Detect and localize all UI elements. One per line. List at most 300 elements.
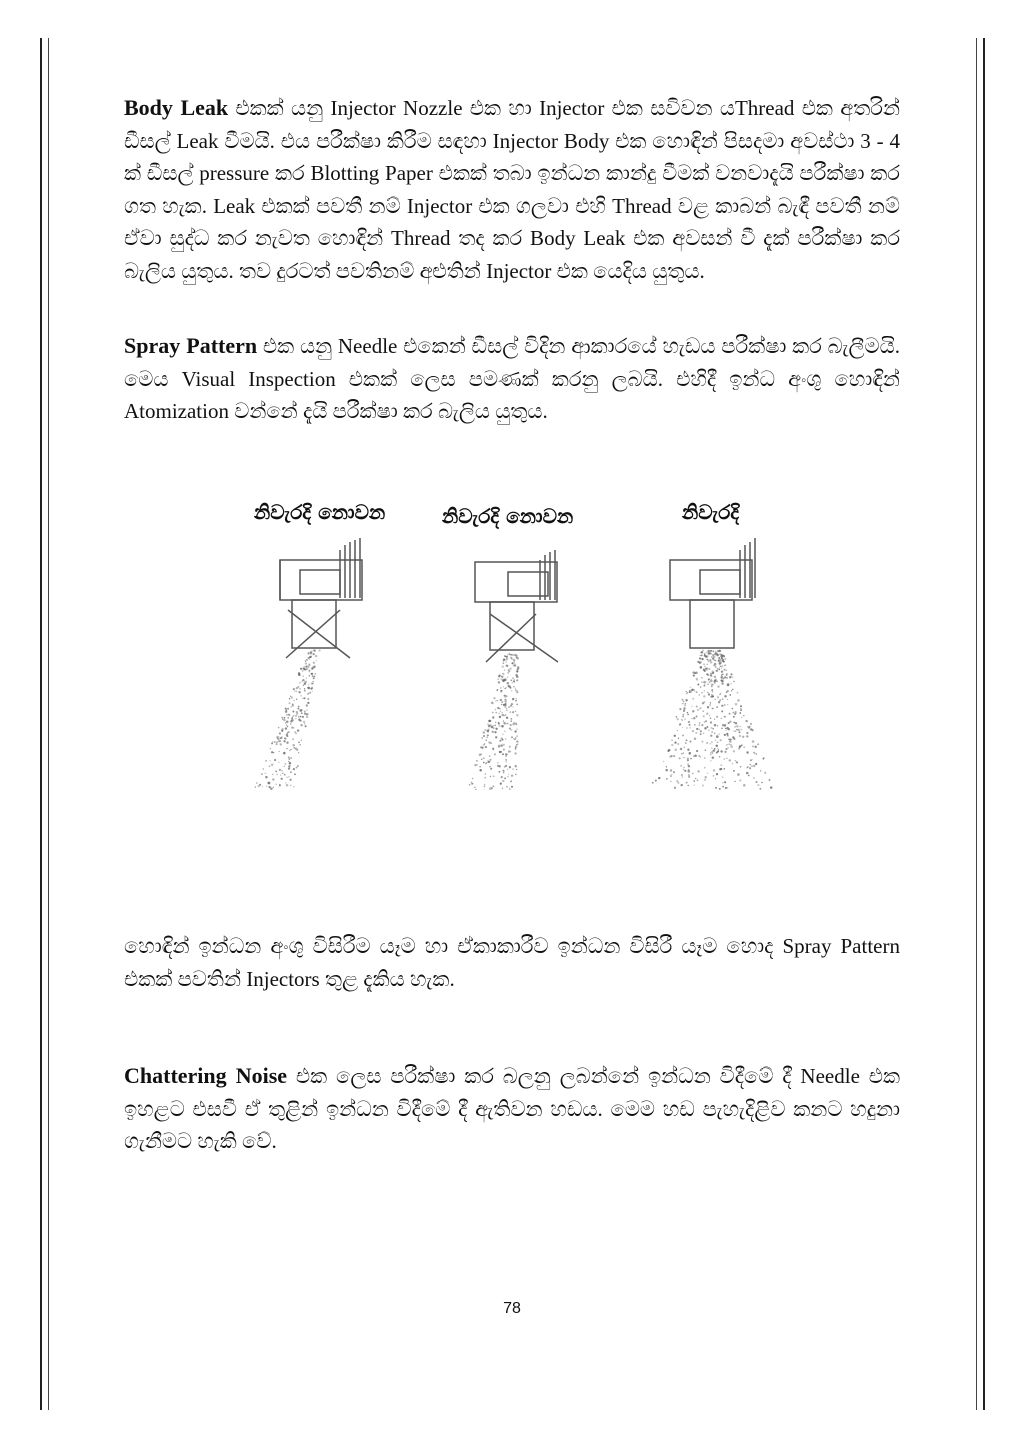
spray-dot bbox=[689, 690, 690, 691]
spray-dot bbox=[708, 729, 709, 730]
spray-dot bbox=[698, 755, 699, 756]
spray-dot bbox=[706, 726, 708, 728]
page-number: 78 bbox=[503, 1300, 521, 1317]
spray-dot bbox=[718, 660, 720, 662]
spray-dot bbox=[708, 650, 710, 652]
spray-dot bbox=[726, 758, 727, 759]
spray-dot bbox=[304, 690, 306, 692]
spray-dot bbox=[700, 655, 701, 656]
spray-dot bbox=[284, 738, 286, 740]
spray-dot bbox=[730, 744, 731, 745]
spray-dot bbox=[690, 758, 692, 760]
spray-dot bbox=[279, 751, 280, 752]
spray-dot bbox=[700, 667, 702, 669]
spray-dot bbox=[724, 664, 726, 666]
paragraph-spray-pattern bbox=[124, 330, 900, 428]
spray-dot bbox=[711, 689, 713, 691]
spray-dot bbox=[297, 729, 299, 731]
spray-dot bbox=[486, 762, 487, 763]
spray-dot bbox=[514, 730, 516, 732]
spray-dot bbox=[516, 769, 517, 770]
spray-dot bbox=[714, 719, 715, 720]
spray-dot bbox=[491, 702, 494, 705]
spray-dot bbox=[480, 746, 482, 748]
spray-dot bbox=[502, 787, 503, 788]
spray-dot bbox=[507, 654, 508, 655]
spray-dot bbox=[684, 770, 686, 772]
spray-dot bbox=[301, 739, 302, 740]
spray-dot bbox=[710, 674, 712, 676]
spray-dot bbox=[714, 733, 715, 734]
spray-dot bbox=[721, 667, 723, 669]
spray-dot bbox=[514, 752, 516, 754]
spray-dot bbox=[289, 762, 291, 764]
spray-dot bbox=[506, 656, 508, 658]
spray-dot bbox=[299, 688, 301, 690]
spray-dot bbox=[270, 748, 271, 749]
spray-dot bbox=[721, 728, 722, 729]
spray-dot bbox=[711, 731, 712, 732]
heading-body-leak: Body Leak bbox=[124, 95, 229, 120]
spray-dot bbox=[516, 728, 517, 729]
spray-dot bbox=[715, 660, 716, 661]
spray-dot bbox=[733, 722, 735, 724]
spray-dot bbox=[721, 718, 722, 719]
spray-dot bbox=[505, 761, 507, 763]
spray-dot bbox=[769, 780, 770, 781]
spray-dot bbox=[289, 702, 291, 704]
spray-dot bbox=[514, 661, 515, 662]
spray-dot bbox=[702, 658, 704, 660]
spray-dot bbox=[509, 728, 511, 730]
spray-dot bbox=[702, 784, 704, 786]
spray-dot bbox=[727, 787, 728, 788]
spray-dot bbox=[503, 720, 504, 721]
caption-incorrect-2: නිවැරදි නොවන bbox=[442, 504, 574, 528]
spray-dot bbox=[726, 748, 728, 750]
caption-incorrect-1: නිවැරදි නොවන bbox=[254, 500, 386, 524]
spray-dot bbox=[292, 716, 293, 717]
spray-dot bbox=[511, 736, 513, 738]
spray-dot bbox=[757, 743, 759, 745]
heading-spray-pattern: Spray Pattern bbox=[124, 333, 258, 358]
spray-dot bbox=[316, 660, 317, 661]
spray-dot bbox=[506, 786, 508, 788]
spray-dot bbox=[699, 694, 700, 695]
spray-dot bbox=[512, 678, 513, 679]
spray-dot bbox=[279, 785, 281, 787]
spray-dot bbox=[499, 740, 501, 742]
nozzle-correct bbox=[670, 538, 755, 648]
spray-dot bbox=[293, 768, 295, 770]
spray-dot bbox=[722, 782, 724, 784]
spray-dot bbox=[488, 741, 490, 743]
spray-dot bbox=[288, 768, 290, 770]
spray-dot bbox=[709, 653, 710, 654]
spray-dot bbox=[505, 714, 506, 715]
spray-dot bbox=[501, 676, 503, 678]
spray-dot bbox=[704, 767, 705, 768]
spray-dot bbox=[701, 677, 703, 679]
spray-dot bbox=[709, 659, 711, 661]
page-border-right bbox=[976, 38, 985, 1410]
spray-dot bbox=[298, 741, 300, 743]
spray-dot bbox=[722, 786, 724, 788]
spray-dot bbox=[279, 769, 281, 771]
spray-dot bbox=[687, 765, 689, 767]
spray-dot bbox=[701, 682, 702, 683]
spray-dot bbox=[507, 677, 509, 679]
spray-dot bbox=[712, 708, 713, 709]
spray-dot bbox=[305, 666, 307, 668]
spray-dot bbox=[716, 752, 718, 754]
spray-dot bbox=[502, 666, 504, 668]
spray-dot bbox=[500, 699, 502, 701]
nozzle-tip-2 bbox=[490, 602, 534, 650]
spray-dot bbox=[682, 776, 684, 778]
spray-dot bbox=[271, 751, 273, 753]
spray-dot bbox=[269, 786, 271, 788]
spray-dot bbox=[710, 683, 712, 685]
spray-dot bbox=[479, 766, 481, 768]
spray-dot bbox=[722, 776, 723, 777]
spray-dot bbox=[302, 698, 303, 699]
spray-dot bbox=[315, 655, 318, 658]
spray-dot bbox=[504, 730, 506, 732]
spray-dot bbox=[497, 707, 499, 709]
spray-dot bbox=[688, 721, 690, 723]
spray-dot bbox=[274, 759, 276, 761]
spray-dot bbox=[312, 675, 314, 677]
spray-dot bbox=[750, 764, 751, 765]
spray-dot bbox=[498, 723, 500, 725]
spray-dot bbox=[489, 755, 491, 757]
spray-dot bbox=[501, 737, 503, 739]
spray-dot bbox=[743, 746, 745, 748]
spray-dot bbox=[291, 726, 293, 728]
spray-dot bbox=[715, 699, 716, 700]
spray-dot bbox=[729, 740, 731, 742]
spray-dot bbox=[732, 676, 733, 677]
spray-dot bbox=[713, 656, 715, 658]
spray-dot bbox=[733, 681, 735, 683]
spray-dot bbox=[295, 732, 297, 734]
spray-dot bbox=[484, 729, 485, 730]
spray-dot bbox=[515, 774, 516, 775]
spray-dot bbox=[699, 658, 701, 660]
spray-dot bbox=[510, 705, 512, 707]
spray-dot bbox=[711, 694, 713, 696]
spray-dot bbox=[734, 781, 735, 782]
spray-dot bbox=[516, 655, 518, 657]
spray-dot bbox=[506, 723, 507, 724]
spray-dot bbox=[275, 771, 277, 773]
spray-dot bbox=[716, 670, 718, 672]
spray-dot bbox=[281, 730, 283, 732]
spray-dot bbox=[733, 716, 735, 718]
spray-dot bbox=[505, 699, 506, 700]
text-body-leak: එකක් යනු Injector Nozzle එක හා Injector එක සවිවන යThread එක අතරින් ඩීසල් Leak වීමයි. එය පරීක්ෂා කිරීම සඳහා Injector Body එක හොඳින් පිසදමා අවස්ථා 3 - 4 ක් ඩීසල් pressure කර Blotting Paper එකක් තබා ඉන්ධන කාන්දු වීමක් වනවාදැයි පරීක්ෂා කර ගත හැක. Leak එකක් පවතී නම් Injector එක ගලවා එහි Thread වළ කාබන් බැඳී පවතී නම් ඒවා සුද්ධ කර නැවත හොඳින් Thread තද කර Body Leak එක අවසන් වී දැක් පරීක්ෂා කර බැලිය යුතුය. තව දුරටත් පවතිනම් අළුතින් Injector එක යෙදිය යුතුය. bbox=[124, 96, 900, 283]
spray-dot bbox=[290, 723, 291, 724]
spray-dot bbox=[512, 768, 513, 769]
spray-dot bbox=[313, 653, 315, 655]
spray-dot bbox=[667, 750, 669, 752]
spray-dot bbox=[676, 780, 678, 782]
spray-dot bbox=[285, 722, 286, 723]
spray-dot bbox=[506, 709, 508, 711]
spray-dot bbox=[513, 680, 515, 682]
spray-dot bbox=[500, 687, 502, 689]
spray-dot bbox=[509, 711, 511, 713]
spray-dot bbox=[742, 736, 744, 738]
spray-dot bbox=[293, 715, 295, 717]
spray-dot bbox=[704, 779, 706, 781]
spray-dot bbox=[716, 680, 718, 682]
nozzle-cap-3 bbox=[700, 570, 740, 594]
spray-dot bbox=[696, 750, 698, 752]
spray-dot bbox=[748, 727, 750, 729]
spray-dot bbox=[498, 771, 500, 773]
spray-dot bbox=[695, 778, 696, 779]
spray-dot bbox=[293, 747, 295, 749]
nozzle-cap-2 bbox=[508, 572, 548, 596]
spray-dot bbox=[300, 720, 302, 722]
spray-dot bbox=[754, 746, 756, 748]
spray-dot bbox=[516, 657, 519, 660]
spray-dot bbox=[516, 679, 518, 681]
spray-dot bbox=[684, 747, 686, 749]
spray-dot bbox=[280, 743, 282, 745]
spray-dot bbox=[719, 768, 721, 770]
spray-dot bbox=[274, 741, 276, 743]
spray-dot bbox=[505, 661, 506, 662]
spray-dot bbox=[718, 701, 720, 703]
spray-dot bbox=[255, 786, 256, 787]
spray-dot bbox=[704, 727, 706, 729]
spray-dot bbox=[739, 712, 741, 714]
spray-dot bbox=[307, 693, 309, 695]
spray-dot bbox=[729, 713, 731, 715]
spray-dot bbox=[296, 711, 297, 712]
spray-dot bbox=[687, 785, 688, 786]
spray-dot bbox=[511, 786, 513, 788]
spray-dot bbox=[719, 788, 721, 790]
spray-dot bbox=[700, 756, 701, 757]
spray-dot bbox=[721, 680, 724, 683]
spray-dot bbox=[663, 761, 664, 762]
spray-dot bbox=[686, 691, 687, 692]
spray-dot bbox=[694, 754, 697, 757]
spray-dot bbox=[692, 698, 694, 700]
spray-dot bbox=[308, 687, 310, 689]
spray-dot bbox=[302, 670, 304, 672]
spray-dot bbox=[287, 726, 288, 727]
spray-dot bbox=[694, 737, 697, 740]
spray-dot bbox=[504, 706, 506, 708]
spray-dot bbox=[302, 716, 304, 718]
spray-dot bbox=[495, 712, 497, 714]
spray-dot bbox=[311, 668, 313, 670]
spray-dot bbox=[753, 777, 754, 778]
spray-dot bbox=[676, 718, 678, 720]
spray-dot bbox=[709, 652, 710, 653]
spray-dot bbox=[300, 716, 302, 718]
spray-dot bbox=[702, 702, 704, 704]
spray-dot bbox=[515, 747, 516, 748]
spray-dot bbox=[749, 767, 751, 769]
spray-dot bbox=[757, 784, 759, 786]
spray-dot bbox=[711, 741, 712, 742]
spray-dot bbox=[732, 712, 734, 714]
spray-dot bbox=[294, 690, 295, 691]
spray-dot bbox=[710, 743, 712, 745]
spray-dot bbox=[498, 681, 500, 683]
spray-dot bbox=[687, 713, 689, 715]
spray-dot bbox=[727, 699, 728, 700]
spray-dot bbox=[682, 735, 684, 737]
text-good-spray: හොඳින් ඉන්ධන අංශු විසිරීම යෑම හා ඒකාකාරීව ඉන්ධන විසිරී යෑම හොද Spray Pattern එකක් පවතින් Injectors තුළ දැකිය හැක. bbox=[124, 934, 900, 991]
spray-dot bbox=[493, 697, 495, 699]
spray-dot bbox=[683, 769, 684, 770]
spray-dot bbox=[309, 671, 310, 672]
spray-dot bbox=[728, 728, 730, 730]
spray-dot bbox=[495, 728, 497, 730]
spray-dot bbox=[746, 751, 748, 753]
spray-dot bbox=[279, 732, 281, 734]
spray-dot bbox=[714, 748, 716, 750]
spray-dot bbox=[680, 765, 682, 767]
spray-dot bbox=[670, 769, 672, 771]
spray-dot bbox=[272, 774, 274, 776]
spray-dot bbox=[270, 788, 273, 790]
spray-dot bbox=[701, 655, 703, 657]
spray-dot bbox=[740, 766, 742, 768]
spray-dot bbox=[740, 729, 742, 731]
spray-dot bbox=[719, 650, 721, 652]
spray-dot bbox=[503, 704, 505, 706]
spray-dot bbox=[735, 730, 736, 731]
spray-dot bbox=[500, 782, 502, 784]
spray-dot bbox=[704, 665, 705, 666]
spray-dot bbox=[726, 669, 728, 671]
spray-dot bbox=[706, 742, 708, 744]
spray-dot bbox=[494, 725, 496, 727]
spray-dot bbox=[715, 778, 716, 779]
spray-dot bbox=[723, 661, 724, 662]
spray-dot bbox=[312, 681, 314, 683]
spray-dot bbox=[727, 747, 728, 748]
spray-dot bbox=[292, 711, 294, 713]
spray-dot bbox=[516, 703, 518, 705]
spray-dot bbox=[746, 732, 748, 734]
spray-dot bbox=[291, 697, 293, 699]
spray-dot bbox=[286, 735, 288, 737]
spray-dot bbox=[503, 680, 505, 682]
spray-dot bbox=[311, 652, 312, 653]
spray-dot bbox=[751, 728, 753, 730]
spray-dot bbox=[471, 783, 473, 785]
spray-dot bbox=[288, 757, 290, 759]
spray-dot bbox=[509, 667, 512, 670]
spray-dot bbox=[502, 753, 504, 755]
spray-dot bbox=[501, 704, 502, 705]
spray-dot bbox=[484, 789, 485, 790]
spray-dot bbox=[298, 752, 299, 753]
spray-dot bbox=[308, 652, 310, 654]
spray-dot bbox=[276, 741, 278, 743]
spray-dot bbox=[502, 770, 504, 772]
spray-dot bbox=[686, 727, 687, 728]
spray-dot bbox=[481, 737, 482, 738]
spray-dot bbox=[709, 678, 710, 679]
spray-dot bbox=[296, 691, 297, 692]
spray-dot bbox=[272, 741, 273, 742]
spray-dot bbox=[309, 692, 311, 694]
spray-dot bbox=[733, 770, 735, 772]
spray-dot bbox=[511, 729, 513, 731]
spray-dot bbox=[718, 662, 720, 664]
spray-dot bbox=[265, 776, 268, 779]
spray-dot bbox=[703, 732, 705, 734]
spray-dot bbox=[705, 720, 707, 722]
spray-dot bbox=[278, 736, 279, 737]
spray-dot bbox=[505, 738, 506, 739]
spray-dot bbox=[753, 765, 755, 767]
spray-dot bbox=[704, 776, 706, 778]
nozzle-incorrect-1 bbox=[280, 538, 362, 658]
spray-dot bbox=[708, 661, 710, 663]
spray-dot bbox=[497, 762, 498, 763]
spray-dot bbox=[485, 773, 486, 774]
spray-dot bbox=[273, 787, 274, 788]
spray-dot bbox=[721, 677, 722, 678]
nozzle-cap-1 bbox=[300, 570, 340, 594]
spray-dot bbox=[709, 681, 711, 683]
spray-dot bbox=[277, 736, 278, 737]
spray-dot bbox=[306, 704, 308, 706]
spray-dot bbox=[509, 766, 511, 768]
spray-dot bbox=[687, 712, 688, 713]
spray-dot bbox=[697, 709, 699, 711]
spray-dot bbox=[290, 757, 292, 759]
spray-dot bbox=[721, 665, 723, 667]
page-border-left bbox=[40, 38, 49, 1410]
spray-dot bbox=[510, 780, 512, 782]
spray-dot bbox=[750, 759, 752, 761]
spray-dot bbox=[474, 764, 476, 766]
spray-dot bbox=[303, 675, 304, 676]
spray-dot bbox=[490, 776, 491, 777]
spray-dot bbox=[736, 725, 738, 727]
spray-dot bbox=[290, 785, 292, 787]
spray-dot bbox=[509, 788, 510, 789]
spray-dot bbox=[694, 724, 696, 726]
spray-dot bbox=[299, 744, 300, 745]
spray-dot bbox=[683, 701, 685, 703]
spray-dot bbox=[503, 772, 505, 774]
spray-dot bbox=[737, 699, 740, 702]
spray-dot bbox=[708, 668, 710, 670]
spray-dot bbox=[726, 674, 728, 676]
spray-dot bbox=[513, 738, 515, 740]
heading-chattering-noise: Chattering Noise bbox=[124, 1063, 288, 1088]
spray-dot bbox=[670, 781, 671, 782]
spray-dot bbox=[506, 708, 507, 709]
spray-dot bbox=[508, 774, 509, 775]
spray-dot bbox=[296, 699, 297, 700]
spray-dot bbox=[276, 784, 277, 785]
spray-dot bbox=[671, 774, 672, 775]
